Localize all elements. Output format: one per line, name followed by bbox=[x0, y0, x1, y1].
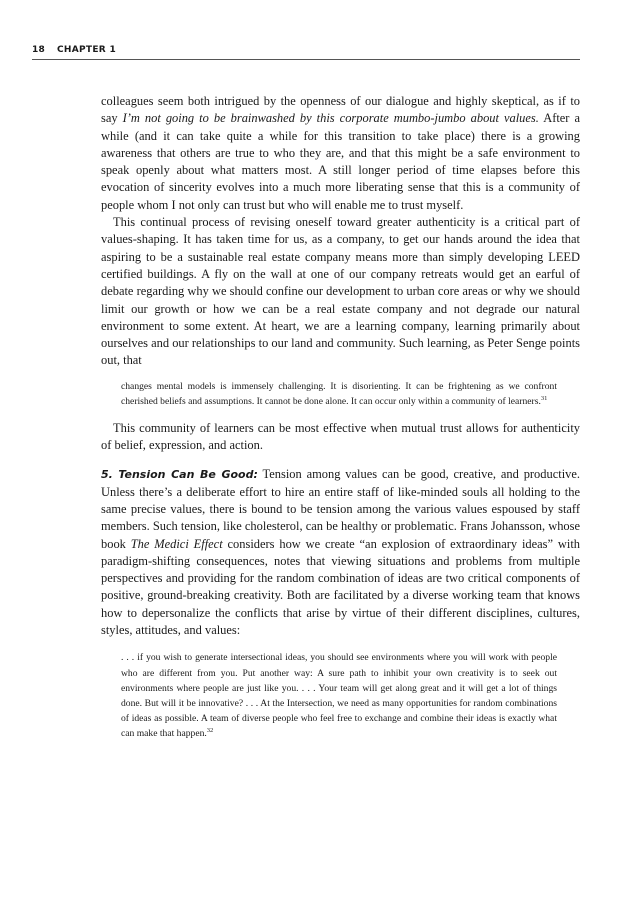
block-quote-1 bbox=[121, 379, 557, 409]
paragraph-1-italic: I’m not going to be brainwashed by this corporate mumbo-jumbo about values. bbox=[122, 111, 539, 126]
paragraph-1 bbox=[101, 93, 580, 214]
section-5-paragraph bbox=[101, 466, 580, 639]
section-5-text-b: considers how we create “an explosion of extraordinary ideas” with paradigm-shifting consequences, notes that viewing situations and problems from multiple perspectives and providing for the random combination of ideas are two critical components of positive, ground-breaking creativity. Both are facilitated by a diverse working team that knows how to depersonalize the conflicts that arise by virtue of their different disciplines, cultures, styles, attitudes, and values: bbox=[101, 536, 580, 638]
footnote-ref-32: 32 bbox=[206, 727, 214, 735]
page-number: 18 bbox=[32, 45, 46, 55]
section-5-heading: 5. Tension Can Be Good: bbox=[101, 468, 258, 482]
block-quote-2 bbox=[121, 650, 557, 741]
block-quote-1-text: changes mental models is immensely challenging. It is disorienting. It can be frightening as we confront cherished beliefs and assumptions. It cannot be done alone. It can occur only within a community of learners. bbox=[121, 380, 557, 407]
section-5-text-a: Tension among values can be good, creative, and productive. Unless there’s a deliberate effort to hire an entire staff of like-minded souls all holding to the same precise values, there is bound to be tension among the various values espoused by staff members. Such tension, like cholesterol, can be healthy or problematic. Frans Johansson, whose book bbox=[101, 467, 580, 551]
chapter-label: CHAPTER 1 bbox=[57, 45, 117, 55]
paragraph-3: This community of learners can be most effective when mutual trust allows for authenticity of belief, expression, and action. bbox=[101, 420, 580, 453]
paragraph-1-text-b: After a while (and it can take quite a while for this transition to take place) there is a growing awareness that others are true to who they are, and that this might be a safe environment to speak openly about what matters most. A still longer period of time elapses before this evocation of sincerity evolves into a much more liberating sense that this is a community of people whom I not only can trust but who will enable me to trust myself. bbox=[101, 111, 580, 212]
page-body bbox=[101, 93, 580, 742]
paragraph-2: This continual process of revising oneself toward greater authenticity is a critical part of values-shaping. It has taken time for us, as a company, to get our hands around the idea that aspiring to be a sustainable real estate company means more than simply developing LEED certified buildings. A fly on the wall at one of our company retreats would get an earful of debate regarding why we should confine our development to urban core areas or why we should limit our growth or how we can be a real estate company and not degrade our natural environment to some extent. At heart, we are a learning company, learning primarily about ourselves and our relationships to our land and community. Such learning, as Peter Senge points out, that bbox=[101, 215, 580, 368]
paragraph-1-text-a: colleagues seem both intrigued by the openness of our dialogue and highly skeptical, as if to say bbox=[101, 94, 580, 126]
book-title: The Medici Effect bbox=[130, 536, 223, 551]
block-quote-2-text: . . . if you wish to generate intersectional ideas, you should see environments where you will work with people who are different from you. Put another way: A sure path to inhibit your own creativity is to seek out environments where people are just like you. . . . Your team will get along great and it will get a lot of things done. But will it be innovative? . . . At the Intersection, we need as many opportunities for random combinations of ideas as possible. A team of diverse people who feel free to exchange and combine their ideas is exactly what can make that happen. bbox=[121, 652, 557, 740]
running-header bbox=[32, 44, 580, 60]
footnote-ref-31: 31 bbox=[540, 394, 548, 402]
